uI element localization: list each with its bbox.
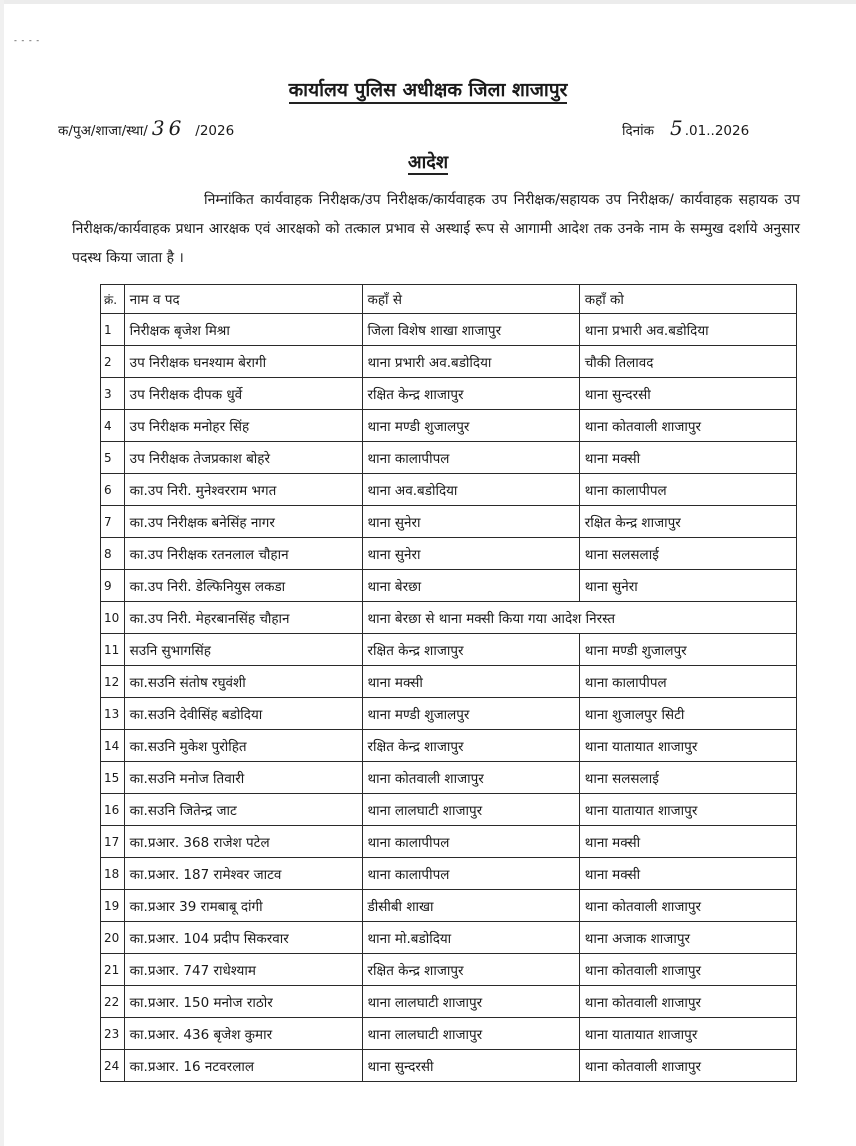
header-from: कहाँ से	[362, 285, 579, 314]
row-serial: 18	[101, 858, 125, 890]
row-name-post: का.सउनि संतोष रघुवंशी	[124, 666, 362, 698]
row-from: थाना कोतवाली शाजापुर	[362, 762, 579, 794]
row-to: थाना मक्सी	[579, 858, 796, 890]
row-from: थाना बेरछा	[362, 570, 579, 602]
table-row	[101, 762, 797, 794]
row-to: थाना कोतवाली शाजापुर	[579, 986, 796, 1018]
reference-number-handwritten: 36	[151, 116, 186, 140]
row-name-post: का.सउनि जितेन्द्र जाट	[124, 794, 362, 826]
row-from: थाना मो.बडोदिया	[362, 922, 579, 954]
row-serial: 9	[101, 570, 125, 602]
corner-mark: - - - -	[14, 36, 41, 45]
table-row	[101, 474, 797, 506]
table-row	[101, 378, 797, 410]
row-from: थाना लालघाटी शाजापुर	[362, 794, 579, 826]
row-from: थाना कालापीपल	[362, 826, 579, 858]
row-serial: 21	[101, 954, 125, 986]
row-serial: 16	[101, 794, 125, 826]
reference-year: /2026	[195, 123, 235, 139]
row-to: थाना यातायात शाजापुर	[579, 1018, 796, 1050]
row-name-post: का.उप निरी. डेल्फिनियुस लकडा	[124, 570, 362, 602]
row-name-post: का.प्रआर. 747 राधेश्याम	[124, 954, 362, 986]
row-serial: 3	[101, 378, 125, 410]
row-name-post: उप निरीक्षक घनश्याम बेरागी	[124, 346, 362, 378]
row-to: थाना कोतवाली शाजापुर	[579, 410, 796, 442]
table-header-row	[101, 285, 797, 314]
row-serial: 10	[101, 602, 125, 634]
table-body	[101, 314, 797, 1082]
office-title	[0, 76, 856, 102]
table-row	[101, 826, 797, 858]
row-from: थाना मक्सी	[362, 666, 579, 698]
row-from: रक्षित केन्द्र शाजापुर	[362, 730, 579, 762]
table-row	[101, 666, 797, 698]
table-row	[101, 346, 797, 378]
row-to: थाना मक्सी	[579, 442, 796, 474]
row-from: थाना प्रभारी अव.बडोदिया	[362, 346, 579, 378]
row-serial: 4	[101, 410, 125, 442]
row-serial: 24	[101, 1050, 125, 1082]
row-serial: 13	[101, 698, 125, 730]
row-from: थाना कालापीपल	[362, 858, 579, 890]
row-serial: 12	[101, 666, 125, 698]
transfer-table	[100, 284, 797, 1082]
row-name-post: का.उप निरी. मेहरबानसिंह चौहान	[124, 602, 362, 634]
row-to: थाना कालापीपल	[579, 666, 796, 698]
row-from: थाना कालापीपल	[362, 442, 579, 474]
order-body-text: निम्नांकित कार्यवाहक निरीक्षक/उप निरीक्षक/कार्यवाहक उप निरीक्षक/सहायक उप निरीक्षक/ कार्यवाहक सहायक उप निरीक्षक/कार्यवाहक प्रधान आरक्षक एवं आरक्षको को तत्काल प्रभाव से अस्थाई रूप से आगामी आदेश तक उनके नाम के सम्मुख दर्शाये अनुसार पदस्थ किया जाता है ।	[72, 192, 800, 266]
row-serial: 22	[101, 986, 125, 1018]
row-name-post: का.प्रआर. 150 मनोज राठोर	[124, 986, 362, 1018]
row-to: थाना सुनेरा	[579, 570, 796, 602]
table-row	[101, 570, 797, 602]
table-row	[101, 858, 797, 890]
row-remark-cancelled: थाना बेरछा से थाना मक्सी किया गया आदेश निरस्त	[362, 602, 797, 634]
row-to: थाना कोतवाली शाजापुर	[579, 954, 796, 986]
date-day-handwritten: 5	[670, 116, 683, 140]
row-from: रक्षित केन्द्र शाजापुर	[362, 634, 579, 666]
row-name-post: का.उप निरीक्षक रतनलाल चौहान	[124, 538, 362, 570]
row-name-post: का.उप निरीक्षक बनेसिंह नागर	[124, 506, 362, 538]
row-from: रक्षित केन्द्र शाजापुर	[362, 378, 579, 410]
row-serial: 5	[101, 442, 125, 474]
header-to: कहाँ को	[579, 285, 796, 314]
row-name-post: का.प्रआर. 187 रामेश्वर जाटव	[124, 858, 362, 890]
row-serial: 19	[101, 890, 125, 922]
header-serial: क्रं.	[101, 285, 125, 314]
order-title	[0, 150, 856, 174]
row-to: थाना यातायात शाजापुर	[579, 730, 796, 762]
row-to: थाना मक्सी	[579, 826, 796, 858]
row-serial: 17	[101, 826, 125, 858]
row-to: थाना सुन्दरसी	[579, 378, 796, 410]
row-name-post: निरीक्षक बृजेश मिश्रा	[124, 314, 362, 346]
row-serial: 11	[101, 634, 125, 666]
row-from: थाना सुन्दरसी	[362, 1050, 579, 1082]
scan-edge-top	[0, 0, 856, 4]
table-row	[101, 538, 797, 570]
row-serial: 7	[101, 506, 125, 538]
table-row	[101, 794, 797, 826]
reference-prefix: क/पुअ/शाजा/स्था/	[58, 123, 148, 139]
row-name-post: का.प्रआर. 436 बृजेश कुमार	[124, 1018, 362, 1050]
row-name-post: का.उप निरी. मुनेश्वरराम भगत	[124, 474, 362, 506]
row-to: चौकी तिलावद	[579, 346, 796, 378]
row-from: थाना लालघाटी शाजापुर	[362, 1018, 579, 1050]
row-serial: 14	[101, 730, 125, 762]
row-name-post: उप निरीक्षक मनोहर सिंह	[124, 410, 362, 442]
header-name-post: नाम व पद	[124, 285, 362, 314]
table-row	[101, 986, 797, 1018]
row-name-post: का.प्रआर. 104 प्रदीप सिकरवार	[124, 922, 362, 954]
row-to: थाना सलसलाई	[579, 538, 796, 570]
table-row	[101, 730, 797, 762]
row-name-post: का.प्रआर 39 रामबाबू दांगी	[124, 890, 362, 922]
row-from: थाना मण्डी शुजालपुर	[362, 698, 579, 730]
row-from: थाना सुनेरा	[362, 538, 579, 570]
row-from: जिला विशेष शाखा शाजापुर	[362, 314, 579, 346]
row-serial: 1	[101, 314, 125, 346]
table-row	[101, 1018, 797, 1050]
row-from: थाना सुनेरा	[362, 506, 579, 538]
row-name-post: का.सउनि मनोज तिवारी	[124, 762, 362, 794]
row-to: थाना कोतवाली शाजापुर	[579, 1050, 796, 1082]
table-row	[101, 442, 797, 474]
row-name-post: का.प्रआर. 16 नटवरलाल	[124, 1050, 362, 1082]
row-from: रक्षित केन्द्र शाजापुर	[362, 954, 579, 986]
row-to: थाना मण्डी शुजालपुर	[579, 634, 796, 666]
table-row	[101, 314, 797, 346]
table-row	[101, 922, 797, 954]
row-to: थाना कोतवाली शाजापुर	[579, 890, 796, 922]
date-label: दिनांक	[622, 123, 655, 139]
table-row	[101, 698, 797, 730]
row-name-post: उप निरीक्षक दीपक धुर्वे	[124, 378, 362, 410]
order-title-text: आदेश	[407, 152, 449, 173]
row-to: थाना यातायात शाजापुर	[579, 794, 796, 826]
row-to: थाना प्रभारी अव.बडोदिया	[579, 314, 796, 346]
row-from: थाना अव.बडोदिया	[362, 474, 579, 506]
row-name-post: का.प्रआर. 368 राजेश पटेल	[124, 826, 362, 858]
row-from: थाना लालघाटी शाजापुर	[362, 986, 579, 1018]
row-serial: 8	[101, 538, 125, 570]
row-serial: 15	[101, 762, 125, 794]
table-row	[101, 1050, 797, 1082]
office-title-text: कार्यालय पुलिस अधीक्षक जिला शाजापुर	[289, 79, 568, 104]
row-from: डीसीबी शाखा	[362, 890, 579, 922]
table-row	[101, 954, 797, 986]
order-date	[622, 116, 749, 140]
row-to: थाना सलसलाई	[579, 762, 796, 794]
table-row	[101, 634, 797, 666]
table-row	[101, 410, 797, 442]
row-serial: 6	[101, 474, 125, 506]
row-to: थाना अजाक शाजापुर	[579, 922, 796, 954]
row-to: रक्षित केन्द्र शाजापुर	[579, 506, 796, 538]
row-name-post: सउनि सुभागसिंह	[124, 634, 362, 666]
table-row	[101, 602, 797, 634]
row-serial: 20	[101, 922, 125, 954]
row-name-post: उप निरीक्षक तेजप्रकाश बोहरे	[124, 442, 362, 474]
row-to: थाना कालापीपल	[579, 474, 796, 506]
row-serial: 23	[101, 1018, 125, 1050]
date-month-year: .01..2026	[684, 123, 750, 139]
row-to: थाना शुजालपुर सिटी	[579, 698, 796, 730]
row-name-post: का.सउनि मुकेश पुरोहित	[124, 730, 362, 762]
row-name-post: का.सउनि देवीसिंह बडोदिया	[124, 698, 362, 730]
table-row	[101, 890, 797, 922]
table-row	[101, 506, 797, 538]
reference-number	[58, 116, 234, 140]
row-serial: 2	[101, 346, 125, 378]
row-from: थाना मण्डी शुजालपुर	[362, 410, 579, 442]
